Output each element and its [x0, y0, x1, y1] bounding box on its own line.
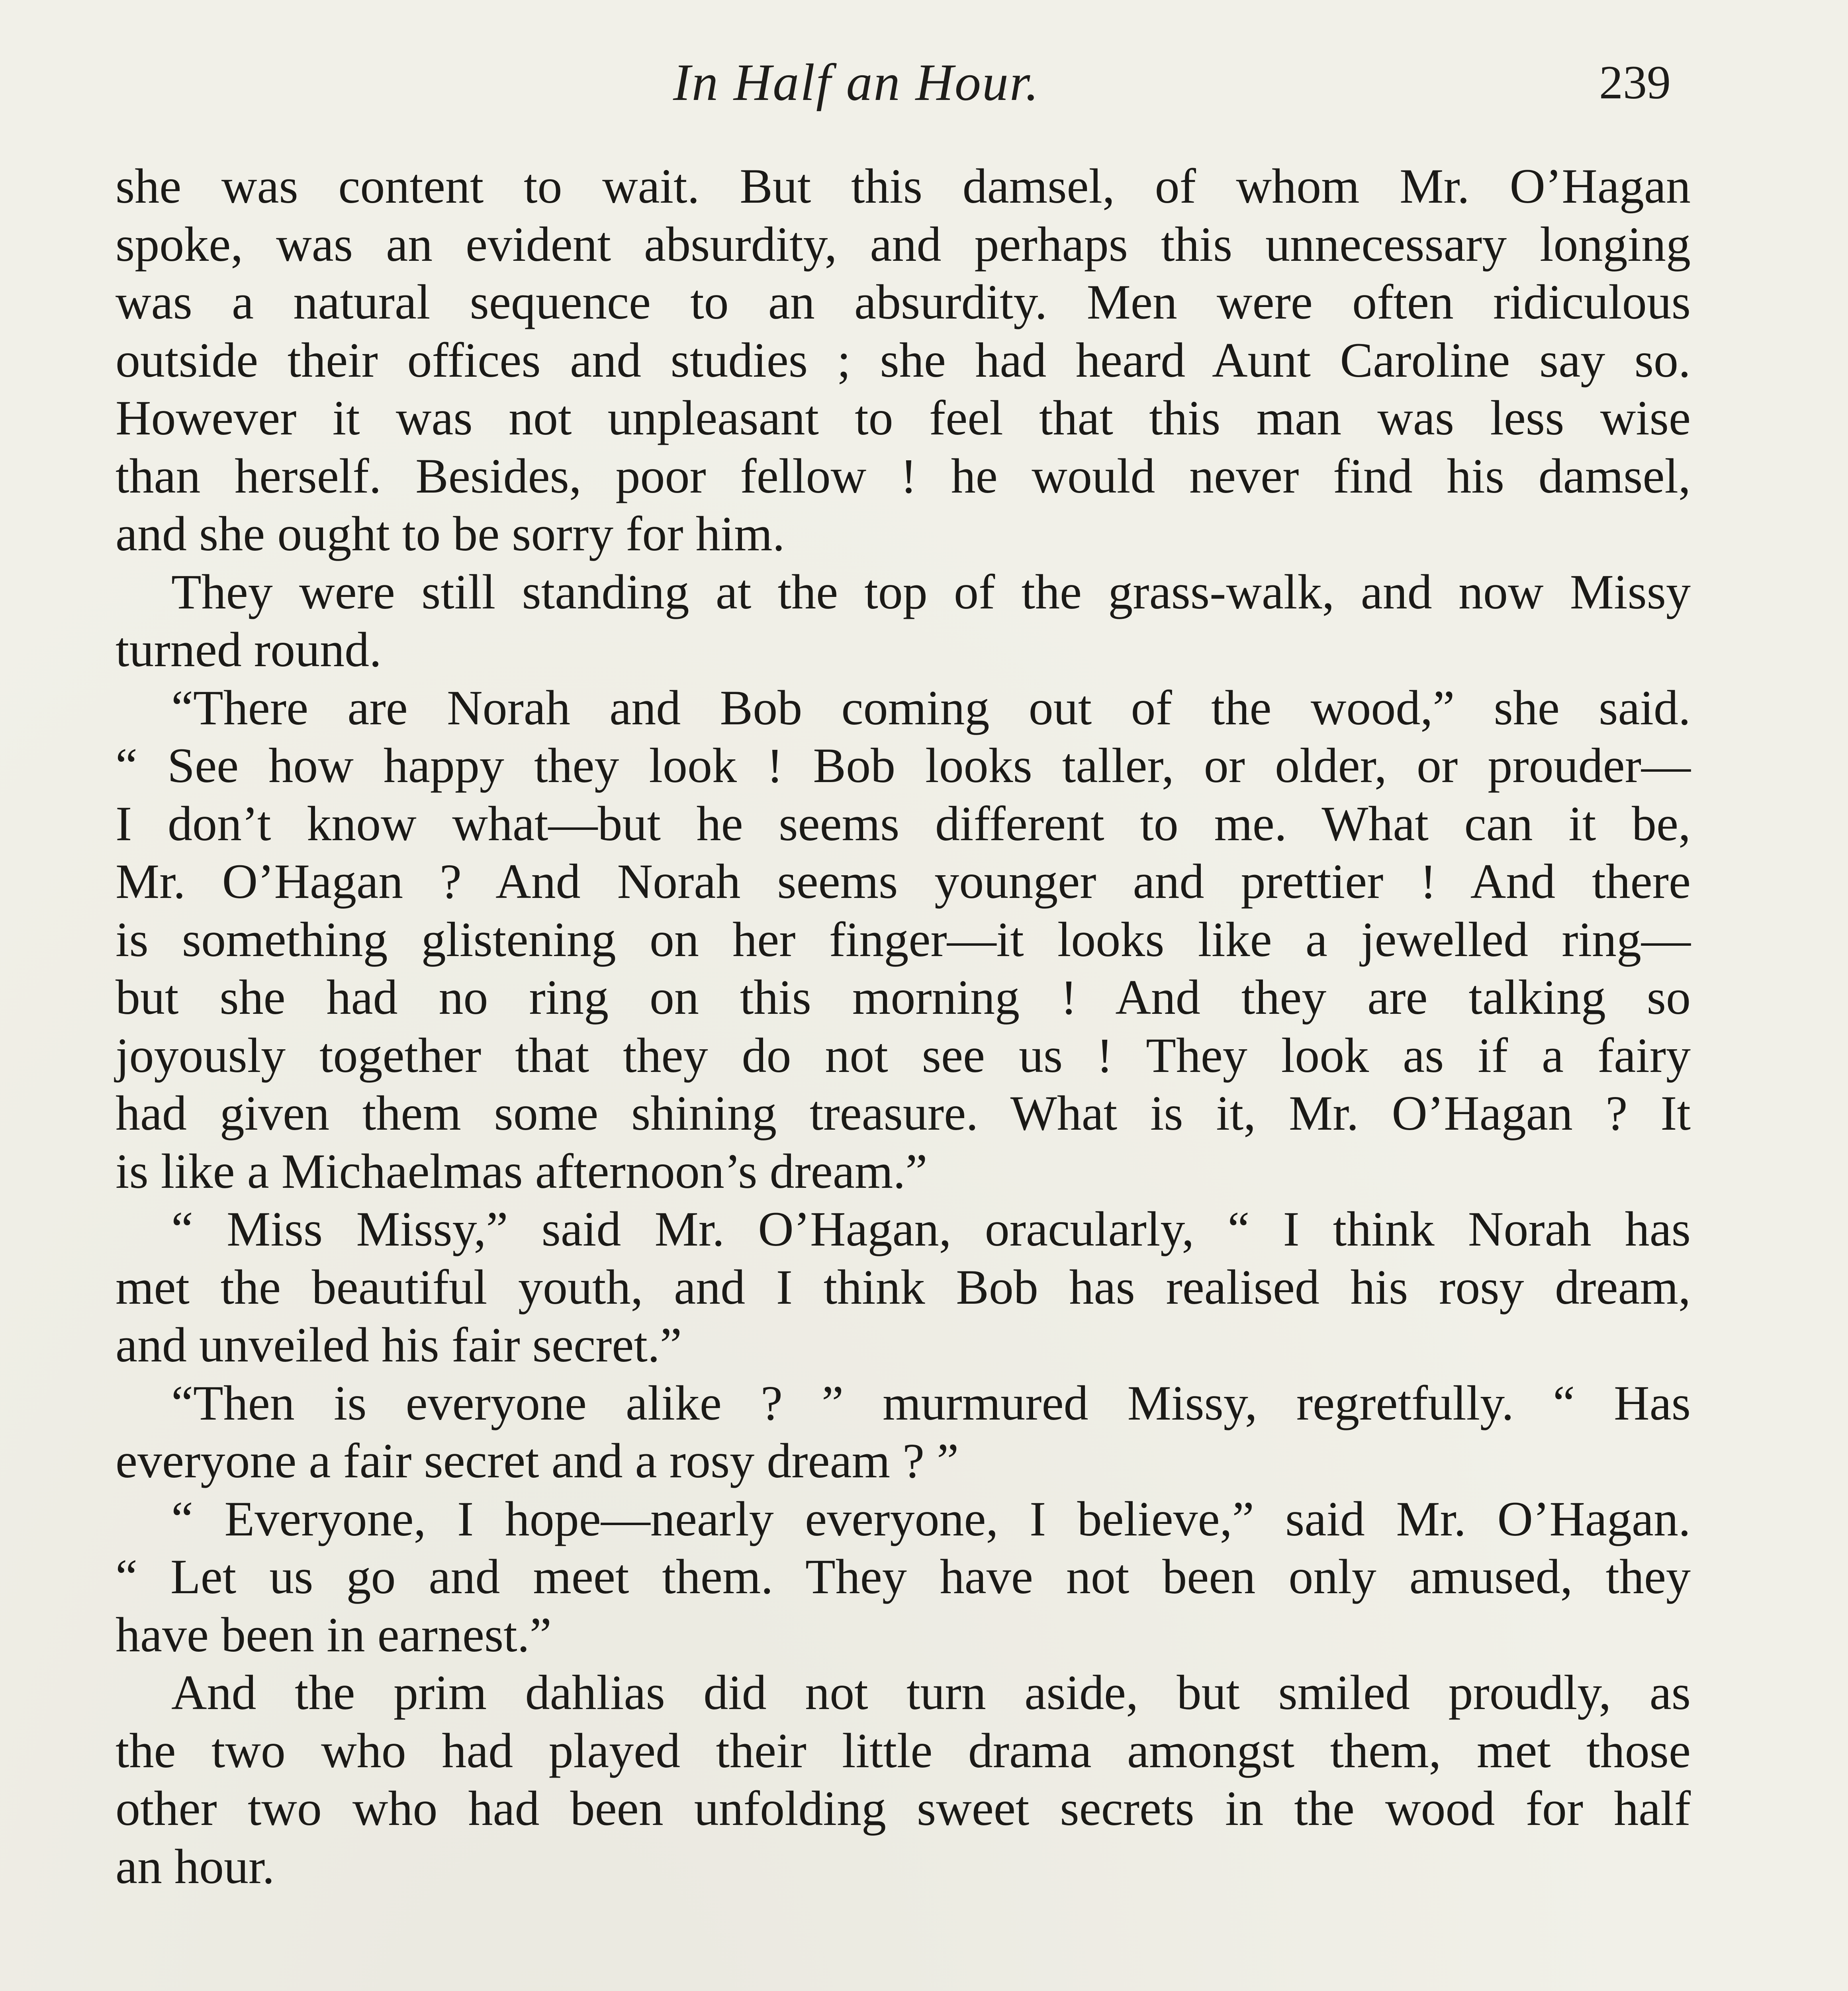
- paragraph-4: [116, 1200, 1691, 1374]
- text-line: “ Miss Missy,” said Mr. O’Hagan, oracularly, “ I think Norah has: [171, 1202, 1691, 1256]
- text-line: Mr. O’Hagan ? And Norah seems younger and prettier ! And there: [116, 854, 1691, 909]
- text-line: other two who had been unfolding sweet secrets in the wood for half: [116, 1781, 1691, 1836]
- text-line: was a natural sequence to an absurdity. Men were often ridiculous: [116, 275, 1691, 329]
- text-line: met the beautiful youth, and I think Bob has realised his rosy dream,: [116, 1260, 1691, 1314]
- text-line: had given them some shining treasure. What is it, Mr. O’Hagan ? It: [116, 1086, 1691, 1140]
- text-line: However it was not unpleasant to feel that this man was less wise: [116, 391, 1691, 445]
- text-line: is like a Michaelmas afternoon’s dream.”: [116, 1144, 928, 1199]
- paragraph-2: [116, 563, 1691, 679]
- text-line: than herself. Besides, poor fellow ! he would never find his damsel,: [116, 448, 1691, 503]
- paragraph-3: [116, 679, 1691, 1201]
- text-line: spoke, was an evident absurdity, and perhaps this unnecessary longing: [116, 217, 1691, 272]
- paragraph-5: [116, 1374, 1691, 1490]
- running-title: In Half an Hour.: [673, 53, 1040, 111]
- text-line: an hour.: [116, 1839, 275, 1894]
- text-line: but she had no ring on this morning ! And they are talking so: [116, 970, 1691, 1025]
- text-line: everyone a fair secret and a rosy dream ? ”: [116, 1434, 959, 1488]
- page-header: [0, 44, 1848, 119]
- text-line: I don’t know what—but he seems different to me. What can it be,: [116, 796, 1691, 851]
- paragraph-7: [116, 1664, 1691, 1895]
- text-line: have been in earnest.”: [116, 1607, 552, 1662]
- text-line: outside their offices and studies ; she had heard Aunt Caroline say so.: [116, 332, 1691, 387]
- text-line: joyously together that they do not see us ! They look as if a fairy: [116, 1028, 1691, 1083]
- text-line: is something glistening on her finger—it looks like a jewelled ring—: [116, 912, 1691, 967]
- text-line: “Then is everyone alike ? ” murmured Missy, regretfully. “ Has: [171, 1375, 1691, 1430]
- text-line: “There are Norah and Bob coming out of the wood,” she said.: [171, 680, 1691, 735]
- text-line: They were still standing at the top of the grass-walk, and now Missy: [171, 564, 1691, 619]
- paragraph-1: [116, 157, 1691, 563]
- paragraph-6: [116, 1490, 1691, 1664]
- text-line: and she ought to be sorry for him.: [116, 507, 785, 561]
- text-line: “ Everyone, I hope—nearly everyone, I believe,” said Mr. O’Hagan.: [171, 1491, 1691, 1546]
- text-line: “ Let us go and meet them. They have not been only amused, they: [116, 1549, 1691, 1604]
- body-text: [116, 157, 1691, 1895]
- text-line: the two who had played their little drama amongst them, met those: [116, 1723, 1691, 1778]
- page-number: 239: [1599, 56, 1671, 109]
- text-line: turned round.: [116, 622, 382, 677]
- text-line: and unveiled his fair secret.”: [116, 1318, 682, 1372]
- text-line: she was content to wait. But this damsel, of whom Mr. O’Hagan: [116, 159, 1691, 213]
- text-line: And the prim dahlias did not turn aside, but smiled proudly, as: [171, 1665, 1691, 1720]
- text-line: “ See how happy they look ! Bob looks taller, or older, or prouder—: [116, 738, 1691, 793]
